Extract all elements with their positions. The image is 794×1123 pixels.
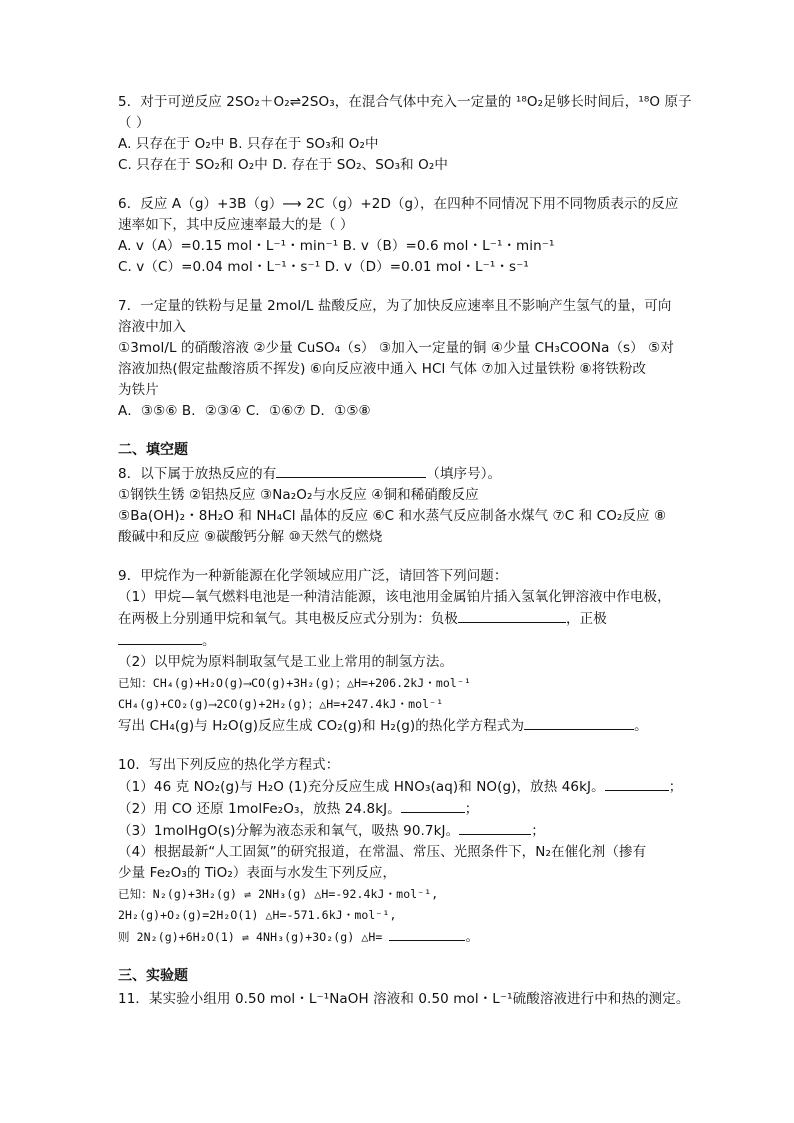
q10-known-1: 已知：N₂(g)+3H₂(g) ⇌ 2NH₃(g) △H=-92.4kJ・mol⁻¹, [118, 887, 439, 901]
q10-line-6: 少量 Fe₂O₃的 TiO₂）表面与水发生下列反应， [118, 865, 397, 881]
question-5 [118, 92, 692, 176]
q10-part3-blank[interactable] [459, 820, 531, 835]
q9-known-2: CH₄(g)+CO₂(g)⟶2CO(g)+2H₂(g)；△H=+247.4kJ・mol⁻¹ [118, 697, 444, 711]
q9-end: 。 [634, 718, 648, 734]
q9-line-3 [118, 608, 683, 630]
q6-options-cd: C. v（C）=0.04 mol・L⁻¹・s⁻¹ D. v（D）=0.01 mol・L⁻¹・s⁻¹ [118, 259, 529, 275]
q9-positive-text: ，正极 [566, 611, 607, 627]
q8-line-4: 酸碱中和反应 ⑨碳酸钙分解 ⑩天然气的燃烧 [118, 529, 383, 545]
q9-line-4 [118, 630, 683, 652]
q10-line-9 [118, 926, 683, 948]
q9-negative-blank[interactable] [458, 608, 566, 623]
q8-answer-blank[interactable] [276, 463, 426, 478]
q10-part1-blank[interactable] [605, 776, 669, 791]
section-experiment: 三、实验题 [118, 968, 188, 984]
q9-electrode-text: 在两极上分别通甲烷和氧气。其电极反应式分别为：负极 [118, 611, 458, 627]
q7-line-5: 为铁片 [118, 382, 159, 398]
q8-line-3: ⑤Ba(OH)₂・8H₂O 和 NH₄Cl 晶体的反应 ⑥C 和水蒸气反应制备水煤气 ⑦C 和 CO₂反应 ⑧ [118, 508, 667, 524]
q9-positive-blank[interactable] [118, 630, 202, 645]
q5-options-cd: C. 只存在于 SO₂和 O₂中 D. 存在于 SO₂、SO₃和 O₂中 [118, 157, 448, 173]
q9-period: 。 [202, 633, 216, 649]
question-9 [118, 566, 683, 737]
q9-known-1: 已知：CH₄(g)+H₂O(g)⟶CO(g)+3H₂(g)；△H=+206.2kJ・mol⁻¹ [118, 676, 471, 690]
q6-line-1: 6．反应 A（g）+3B（g）⟶ 2C（g）+2D（g），在四种不同情况下用不同物质表示的反应 [118, 196, 679, 212]
q10-part4-blank[interactable] [389, 926, 465, 941]
q8-prefix: 8．以下属于放热反应的有 [118, 466, 277, 482]
q7-line-3: ①3mol/L 的硝酸溶液 ②少量 CuSO₄（s） ③加入一定量的铜 ④少量 CH₃COONa（s） ⑤对 [118, 340, 674, 356]
q10-part4-end: 。 [465, 929, 480, 945]
question-11: 11．某实验小组用 0.50 mol・L⁻¹NaOH 溶液和 0.50 mol・L⁻¹硫酸溶液进行中和热的测定。 [118, 991, 690, 1007]
q8-line-2: ①钢铁生锈 ②铝热反应 ③Na₂O₂与水反应 ④铜和稀硝酸反应 [118, 487, 479, 503]
q9-line-5: （2）以甲烷为原料制取氢气是工业上常用的制氢方法。 [118, 654, 454, 670]
q10-part2: （2）用 CO 还原 1molFe₂O₃，放热 24.8kJ。 [118, 801, 401, 817]
q9-line-1: 9．甲烷作为一种新能源在化学领域应用广泛，请回答下列问题： [118, 568, 508, 584]
q10-part3: （3）1molHgO(s)分解为液态汞和氧气，吸热 90.7kJ。 [118, 823, 460, 839]
q10-part4: 则 2N₂(g)+6H₂O(1) ⇌ 4NH₃(g)+3O₂(g) △H= [118, 930, 390, 944]
exam-page [118, 92, 692, 1010]
question-10 [118, 755, 683, 948]
question-7 [118, 296, 683, 422]
q10-line-2 [118, 776, 683, 798]
q9-line-2: （1）甲烷—氧气燃料电池是一种清洁能源，该电池用金属铂片插入氢氧化钾溶液中作电极， [118, 589, 671, 605]
q9-equation-blank[interactable] [524, 715, 634, 730]
q10-part1: （1）46 克 NO₂(g)与 H₂O (1)充分反应生成 HNO₃(aq)和 NO(g)，放热 46kJ。 [118, 779, 605, 795]
q10-line-1: 10．写出下列反应的热化学方程式： [118, 757, 340, 773]
q10-part2-end: ； [464, 801, 479, 817]
q5-options-ab: A. 只存在于 O₂中 B. 只存在于 SO₃和 O₂中 [118, 136, 379, 152]
q7-line-1: 7．一定量的铁粉与足量 2mol/L 盐酸反应，为了加快反应速率且不影响产生氢气的量，可向 [118, 298, 672, 314]
q8-line-1 [118, 463, 683, 485]
q7-line-4: 溶液加热(假定盐酸溶质不挥发) ⑥向反应液中通入 HCl 气体 ⑦加入过量铁粉 ⑧将铁粉改 [118, 361, 647, 377]
section-fill-in: 二、填空题 [118, 442, 188, 458]
q10-line-5: （4）根据最新“人工固氮”的研究报道，在常温、常压、光照条件下，N₂在催化剂（掺有 [118, 844, 647, 860]
q10-part2-blank[interactable] [401, 798, 465, 813]
q7-line-2: 溶液中加入 [118, 319, 186, 335]
q7-options: A．③⑤⑥ B．②③④ C．①⑥⑦ D．①⑤⑧ [118, 403, 371, 419]
q10-line-4 [118, 820, 683, 842]
q10-known-2: 2H₂(g)+O₂(g)=2H₂O(1) △H=-571.6kJ・mol⁻¹, [118, 908, 397, 922]
q5-line-1: 5．对于可逆反应 2SO₂＋O₂⇌2SO₃，在混合气体中充入一定量的 ¹⁸O₂足够长时间后，¹⁸O 原子 [118, 94, 692, 110]
q10-line-3 [118, 798, 683, 820]
q9-write-text: 写出 CH₄(g)与 H₂O(g)反应生成 CO₂(g)和 H₂(g)的热化学方程式为 [118, 718, 525, 734]
q6-options-ab: A. v（A）=0.15 mol・L⁻¹・min⁻¹ B. v（B）=0.6 mol・L⁻¹・min⁻¹ [118, 238, 555, 254]
question-6 [118, 194, 683, 278]
question-8 [118, 463, 683, 548]
q10-part1-end: ； [668, 779, 683, 795]
q10-part3-end: ； [531, 823, 545, 839]
q9-line-8 [118, 715, 683, 737]
q8-suffix: （填序号）。 [426, 466, 502, 482]
q6-line-2: 速率如下，其中反应速率最大的是（ ） [118, 217, 354, 233]
q5-line-2: （ ） [118, 115, 150, 131]
